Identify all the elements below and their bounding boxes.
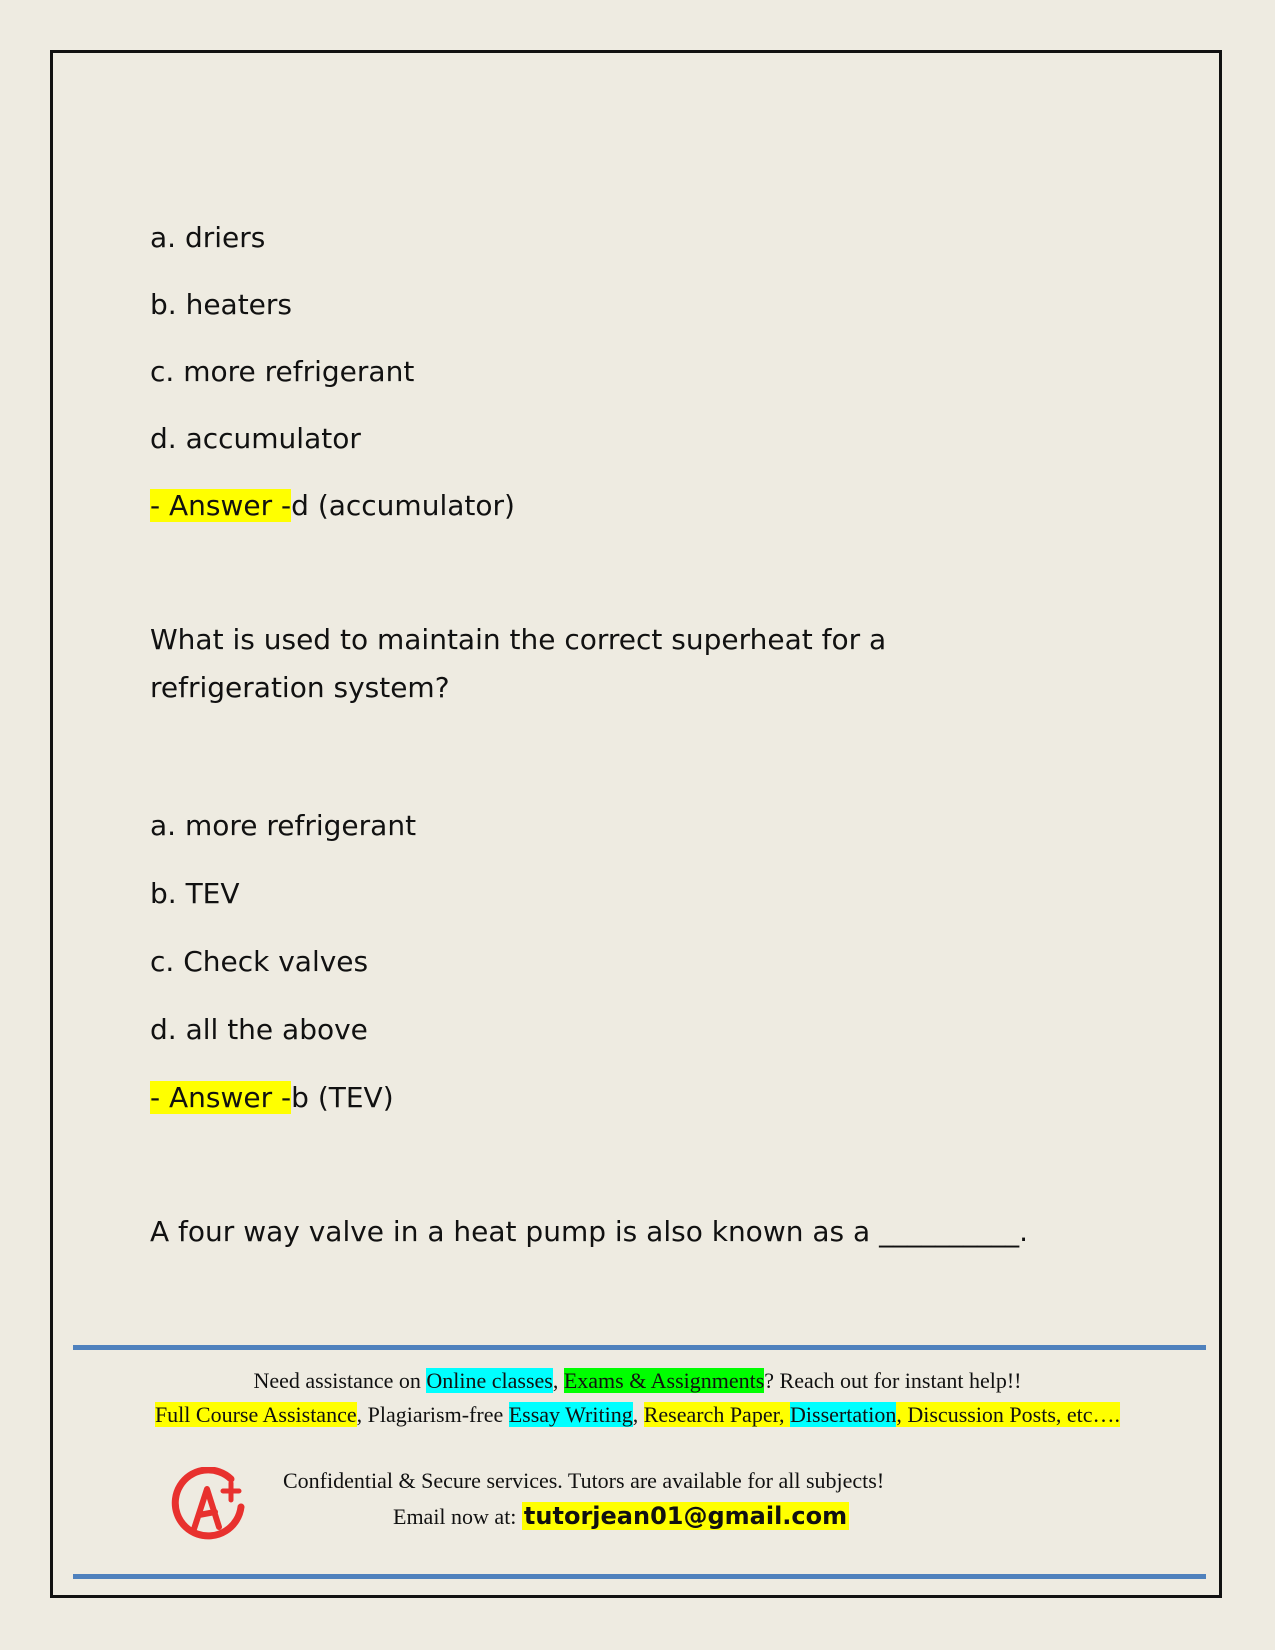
essay-writing-link[interactable]: Essay Writing xyxy=(508,1402,633,1427)
a-plus-grade-icon xyxy=(171,1467,249,1551)
question-four-way-valve: A four way valve in a heat pump is also known as a __________. xyxy=(150,1215,1028,1248)
footer-bottom-rule xyxy=(73,1574,1206,1579)
option-b-heaters: b. heaters xyxy=(150,288,293,321)
logo-text: A+ xyxy=(171,1467,173,1468)
option-c-more-refrigerant: c. more refrigerant xyxy=(150,355,415,388)
email-line xyxy=(393,1502,893,1530)
footer-text: , Plagiarism-free xyxy=(356,1402,509,1427)
answer-value: b (TEV) xyxy=(291,1081,394,1114)
email-label: Email now at: xyxy=(393,1504,522,1529)
footer-text: Need assistance on xyxy=(253,1368,427,1393)
question-superheat: What is used to maintain the correct superheat for a refrigeration system? xyxy=(150,623,887,704)
footer-text: , xyxy=(552,1368,564,1393)
option-d-accumulator: d. accumulator xyxy=(150,422,361,455)
exams-assignments-link[interactable]: Exams & Assignments xyxy=(563,1368,765,1393)
email-link[interactable]: tutorjean01@gmail.com xyxy=(523,1502,848,1530)
footer-top-rule xyxy=(73,1345,1206,1350)
full-course-link[interactable]: Full Course Assistance xyxy=(154,1402,357,1427)
option-a-driers: a. driers xyxy=(150,221,266,254)
footer-line-2 xyxy=(50,1402,1225,1428)
dissertation-link[interactable]: Dissertation xyxy=(790,1402,897,1427)
online-classes-link[interactable]: Online classes xyxy=(426,1368,553,1393)
option-d-all-the-above: d. all the above xyxy=(150,1013,368,1046)
answer-line-2 xyxy=(150,1081,394,1115)
option-a-more-refrigerant: a. more refrigerant xyxy=(150,809,417,842)
discussion-posts-link[interactable]: , Discussion Posts, etc…. xyxy=(896,1402,1121,1427)
footer-text: , xyxy=(632,1402,644,1427)
footer-line-1 xyxy=(50,1368,1225,1394)
answer-tag: - Answer - xyxy=(150,1081,292,1114)
research-paper-link[interactable]: Research Paper, xyxy=(643,1402,791,1427)
option-b-tev: b. TEV xyxy=(150,877,240,910)
footer-text: ? Reach out for instant help!! xyxy=(764,1368,1022,1393)
option-c-check-valves: c. Check valves xyxy=(150,945,369,978)
answer-line-1 xyxy=(150,489,515,523)
answer-value: d (accumulator) xyxy=(291,489,515,522)
footer-line-3: Confidential & Secure services. Tutors are available for all subjects! xyxy=(283,1468,885,1493)
answer-tag: - Answer - xyxy=(150,489,292,522)
